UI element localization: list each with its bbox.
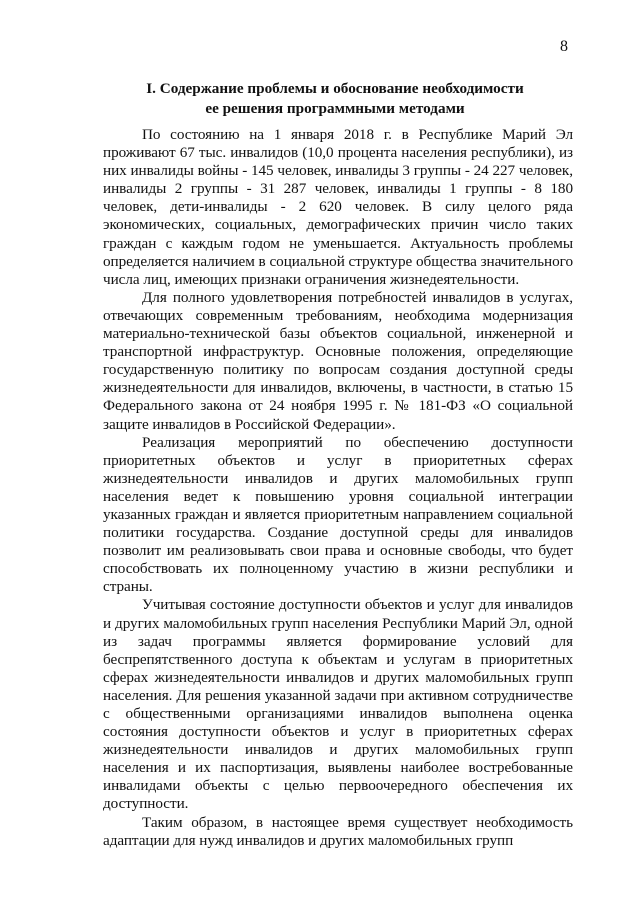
- section-heading-line-2: ее решения программными методами: [205, 100, 465, 117]
- page-number: 8: [560, 38, 568, 55]
- paragraph-accessibility-assessment: Учитывая состояние доступности объектов и услуг для инвалидов и других маломобильных групп населения Республики Марий Эл, одной из задач программы является формирование условий для беспрепятственного доступа к объектам и услугам в приоритетных сферах жизнедеятельности инвалидов и других маломобильных групп населения. Для решения указанной задачи при активном сотрудничестве с общественными организациями инвалидов выполнена оценка состояния доступности объектов и услуг в приоритетных сферах жизнедеятельности инвалидов и других маломобильных групп населения и их паспортизация, выявлены наиболее востребованные инвалидами объекты с целью первоочередного обеспечения их доступности.: [103, 596, 573, 813]
- paragraph-implementation: Реализация мероприятий по обеспечению доступности приоритетных объектов и услуг в приоритетных сферах жизнедеятельности инвалидов и других маломобильных групп населения ведет к повышению уровня социальной интеграции указанных граждан и является приоритетным направлением социальной политики государства. Создание доступной среды для инвалидов позволит им реализовывать свои права и основные свободы, что будет способствовать их полноценному участию в жизни республики и страны.: [103, 433, 573, 596]
- paragraph-conclusion: Таким образом, в настоящее время существует необходимость адаптации для нужд инвалидов и других маломобильных групп: [103, 813, 573, 849]
- section-heading: [100, 79, 570, 119]
- body-text: [103, 126, 573, 850]
- paragraph-legislation: Для полного удовлетворения потребностей инвалидов в услугах, отвечающих современным требованиям, необходима модернизация материально-технической базы объектов социальной, инженерной и транспортной инфраструктур. Основные положения, определяющие государственную политику по вопросам создания доступной среды жизнедеятельности для инвалидов, включены, в частности, в статью 15 Федерального закона от 24 ноября 1995 г. № 181-ФЗ «О социальной защите инвалидов в Российской Федерации».: [103, 288, 573, 433]
- paragraph-statistics: По состоянию на 1 января 2018 г. в Республике Марий Эл проживают 67 тыс. инвалидов (10,0 процента населения республики), из них инвалиды войны - 145 человек, инвалиды 3 группы - 24 227 человек, инвалиды 2 группы - 31 287 человек, инвалиды 1 группы - 8 180 человек, дети-инвалиды - 2 620 человек. В силу целого ряда экономических, социальных, демографических причин число таких граждан с каждым годом не уменьшается. Актуальность проблемы определяется наличием в социальной структуре общества значительного числа лиц, имеющих признаки ограничения жизнедеятельности.: [103, 126, 573, 288]
- section-heading-line-1: I. Содержание проблемы и обоснование необходимости: [146, 80, 524, 97]
